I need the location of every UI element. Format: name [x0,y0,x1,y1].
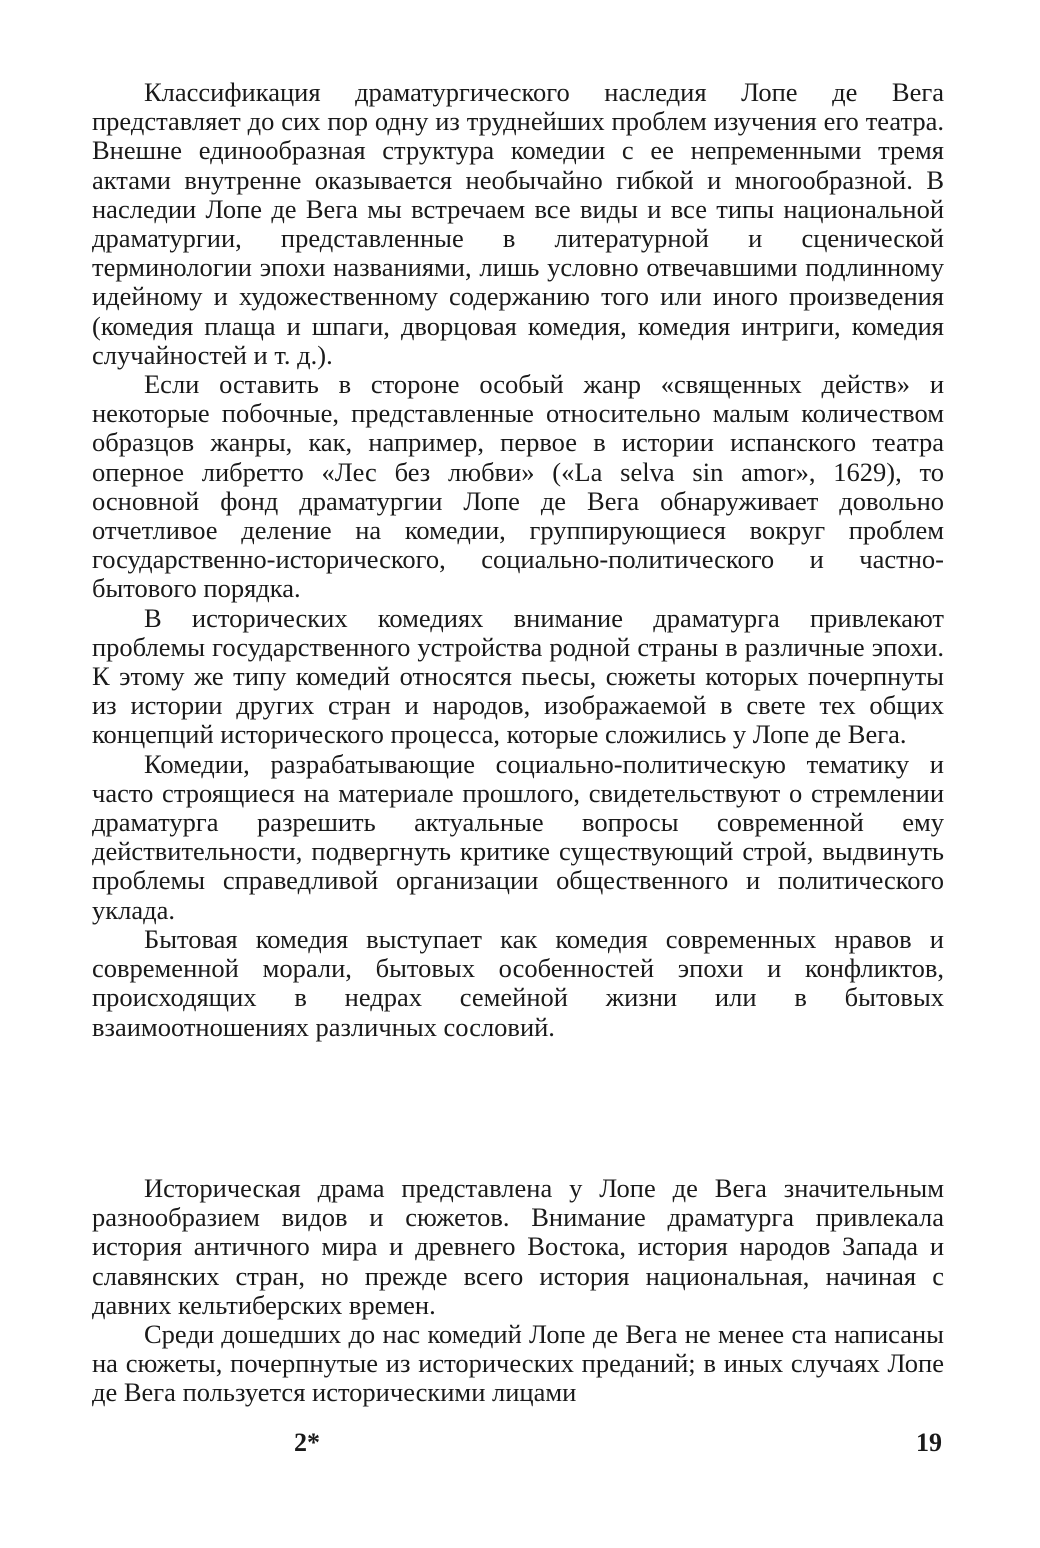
paragraph: В исторических комедиях внимание драматурга привлекают проблемы государственного устройства родной страны в различные эпохи. К этому же типу комедий относятся пьесы, сюжеты которых почерпнуты из истории других стран и народов, изображаемой в свете тех общих концепций исторического процесса, которые сложились у Лопе де Вега. [92,602,944,750]
paragraph: Историческая драма представлена у Лопе де Вега значительным разнообразием видов и сюжетов. Внимание драматурга привлекала история античного мира и древнего Востока, история народов Запада и славянских стран, но прежде всего история национальная, начиная с давних кельтиберских времен. [92,1173,944,1320]
signature-mark: 2* [294,1428,320,1457]
text-section-2 [92,1174,944,1408]
paragraph: Бытовая комедия выступает как комедия современных нравов и современной морали, бытовых особенностей эпохи и конфликтов, происходящих в недрах семейной жизни или в бытовых взаимоотношениях различных сословий. [92,923,944,1042]
text-section-1 [92,78,944,1042]
paragraph: Среди дошедших до нас комедий Лопе де Вега не менее ста написаны на сюжеты, почерпнутые из исторических преданий; в иных случаях Лопе де Вега пользуется историческими лицами [92,1319,944,1408]
page-number: 19 [916,1428,942,1457]
paragraph: Классификация драматургического наследия Лопе де Вега представляет до сих пор одну из труднейших проблем изучения его театра. Внешне единообразная структура комедии с ее непременными тремя актами внутренне оказывается необычайно гибкой и многообразной. В наследии Лопе де Вега мы встречаем все виды и все типы национальной драматургии, представленные в литературной и сценической терминологии эпохи названиями, лишь условно отвечавшими подлинному идейному и художественному содержанию того или иного произведения (комедия плаща и шпаги, дворцовая комедия, комедия интриги, комедия случайностей и т. д.). [92,77,944,370]
paragraph: Если оставить в стороне особый жанр «священных действ» и некоторые побочные, представленные относительно малым количеством образцов жанры, как, например, первое в истории испанского театра оперное либретто «Лес без любви» («La selva sin amor», 1629), то основной фонд драматургии Лопе де Вега обнаруживает довольно отчетливое деление на комедии, группирующиеся вокруг проблем государственно-исторического, социально-политического и частно-бытового порядка. [92,369,944,604]
paragraph: Комедии, разрабатывающие социально-политическую тематику и часто строящиеся на материале прошлого, свидетельствуют о стремлении драматурга разрешить актуальные вопросы современной ему действительности, подвергнуть критике существующий строй, выдвинуть проблемы справедливой организации общественного и политического уклада. [92,748,944,925]
